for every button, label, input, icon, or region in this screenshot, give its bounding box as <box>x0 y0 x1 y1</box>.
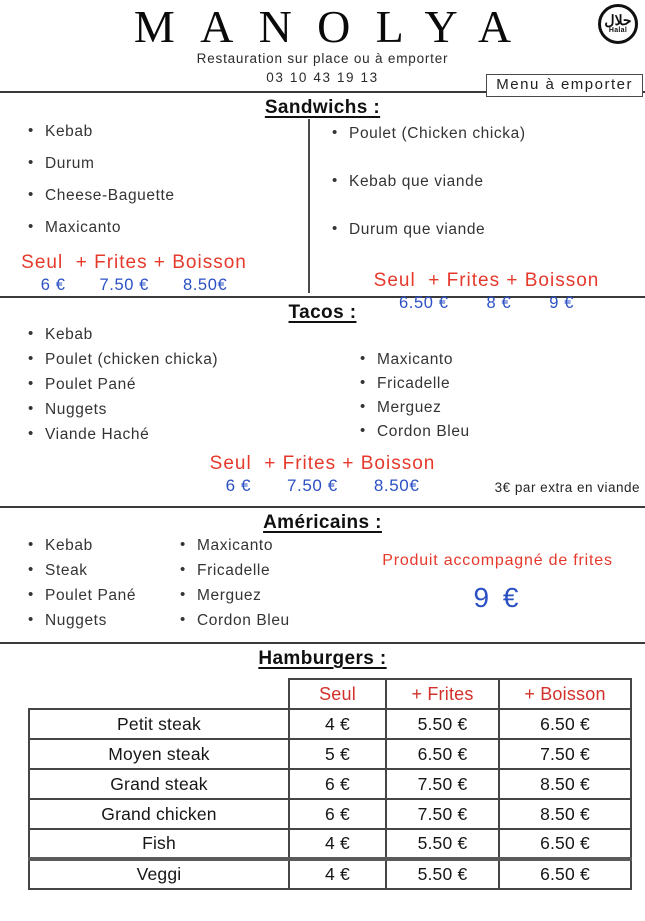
price-cell: 7.50 € <box>386 799 499 829</box>
menu-item: • Poulet (chicken chicka) <box>28 352 330 368</box>
price-values-row <box>0 275 308 295</box>
menu-item: • Merguez <box>180 588 350 603</box>
section-tacos <box>0 301 645 508</box>
fries-included-note: Produit accompagné de frites <box>382 552 613 569</box>
menu-item: • Maxicanto <box>360 352 645 368</box>
column-header-frites: + Frites <box>386 679 499 709</box>
tacos-right-list <box>360 352 645 440</box>
americains-heading: Américains : <box>263 512 382 533</box>
price-cell: 7.50 € <box>499 739 631 769</box>
price-cell: 6.50 € <box>499 859 631 889</box>
price-cell: 6 € <box>289 799 386 829</box>
price-cell: 4 € <box>289 859 386 889</box>
menu-item: • Durum <box>28 156 308 172</box>
price-value: 8.50€ <box>182 276 228 294</box>
extra-meat-note: 3€ par extra en viande <box>494 480 640 495</box>
sandwichs-left-column <box>0 119 310 293</box>
price-value: 7.50 € <box>287 476 338 495</box>
americains-list-2 <box>180 538 350 628</box>
menu-item: • Fricadelle <box>180 563 350 578</box>
menu-item: • Maxicanto <box>180 538 350 553</box>
item-name-cell: Fish <box>29 829 289 859</box>
item-name-cell: Grand chicken <box>29 799 289 829</box>
restaurant-title: MANOLYA <box>133 1 537 52</box>
menu-item: • Poulet Pané <box>28 377 330 393</box>
table-row <box>29 829 631 859</box>
price-value: 6.50 € <box>399 294 449 312</box>
menu-a-emporter-box: Menu à emporter <box>486 74 643 97</box>
price-cell: 4 € <box>289 829 386 859</box>
header <box>0 0 645 93</box>
tacos-heading: Tacos : <box>288 302 357 323</box>
section-americains <box>0 511 645 644</box>
table-row <box>29 799 631 829</box>
price-cell: 5.50 € <box>386 859 499 889</box>
table-row <box>29 739 631 769</box>
menu-item: • Merguez <box>360 400 645 416</box>
halal-label: Halal <box>608 26 628 34</box>
sandwichs-columns <box>0 119 645 312</box>
menu-item: • Viande Haché <box>28 427 330 443</box>
menu-item: • Poulet (Chicken chicka) <box>332 126 645 142</box>
menu-item: • Maxicanto <box>28 220 308 236</box>
hamburgers-heading: Hamburgers : <box>258 648 387 669</box>
item-name-cell: Grand steak <box>29 769 289 799</box>
column-header-seul: Seul <box>289 679 386 709</box>
menu-item: • Fricadelle <box>360 376 645 392</box>
price-cell: 7.50 € <box>386 769 499 799</box>
sandwichs-right-list <box>310 126 645 238</box>
item-name-cell: Petit steak <box>29 709 289 739</box>
price-formula-label: Seul + Frites + Boisson <box>373 270 600 291</box>
price-value: 8 € <box>486 294 512 312</box>
sandwichs-heading: Sandwichs : <box>264 97 381 118</box>
price-cell: 6.50 € <box>499 829 631 859</box>
price-cell: 5.50 € <box>386 829 499 859</box>
section-sandwichs <box>0 96 645 312</box>
menu-item: • Steak <box>28 563 180 578</box>
price-value: 6 € <box>225 476 251 495</box>
halal-arabic-text: حلال <box>604 11 632 28</box>
price-cell: 4 € <box>289 709 386 739</box>
price-value: 6 € <box>40 276 66 294</box>
price-cell: 5.50 € <box>386 709 499 739</box>
table-header-row <box>29 679 631 709</box>
sandwichs-right-column <box>310 119 645 312</box>
phone-number: 03 10 43 19 13 <box>266 70 379 85</box>
menu-item: • Cordon Bleu <box>180 613 350 628</box>
americains-list-1 <box>28 538 180 628</box>
menu-item: • Kebab que viande <box>332 174 645 190</box>
sandwichs-left-list <box>0 124 308 236</box>
price-cell: 8.50 € <box>499 799 631 829</box>
hamburgers-table <box>28 678 632 890</box>
menu-item: • Kebab <box>28 327 330 343</box>
menu-item: • Durum que viande <box>332 222 645 238</box>
price-cell: 8.50 € <box>499 769 631 799</box>
menu-item: • Cheese-Baguette <box>28 188 308 204</box>
halal-icon <box>598 4 638 44</box>
americains-column-2 <box>180 538 350 638</box>
tacos-right-column <box>330 327 645 452</box>
empty-header-cell <box>29 679 289 709</box>
price-value: 7.50 € <box>99 276 149 294</box>
menu-item: • Cordon Bleu <box>360 424 645 440</box>
table-row <box>29 769 631 799</box>
tacos-columns <box>0 324 645 452</box>
subtitle: Restauration sur place ou à emporter <box>196 51 449 66</box>
table-row <box>29 709 631 739</box>
item-name-cell: Moyen steak <box>29 739 289 769</box>
price-cell: 5 € <box>289 739 386 769</box>
americains-columns <box>0 534 645 638</box>
menu-item: • Poulet Pané <box>28 588 180 603</box>
menu-item: • Nuggets <box>28 402 330 418</box>
column-header-boisson: + Boisson <box>499 679 631 709</box>
tacos-left-list <box>28 327 330 443</box>
price-cell: 6 € <box>289 769 386 799</box>
americains-price: 9 € <box>473 582 522 613</box>
americains-column-1 <box>0 538 180 638</box>
price-value: 8.50€ <box>373 476 420 495</box>
price-cell: 6.50 € <box>499 709 631 739</box>
menu-item: • Kebab <box>28 538 180 553</box>
price-value: 9 € <box>549 294 574 312</box>
menu-item: • Kebab <box>28 124 308 140</box>
menu-item: • Nuggets <box>28 613 180 628</box>
table-row <box>29 859 631 889</box>
americains-price-column <box>350 538 645 638</box>
section-hamburgers <box>0 647 645 921</box>
price-cell: 6.50 € <box>386 739 499 769</box>
price-formula-label: Seul + Frites + Boisson <box>21 252 247 273</box>
item-name-cell: Veggi <box>29 859 289 889</box>
tacos-left-column <box>0 327 330 452</box>
price-formula-label: Seul + Frites + Boisson <box>209 453 436 474</box>
